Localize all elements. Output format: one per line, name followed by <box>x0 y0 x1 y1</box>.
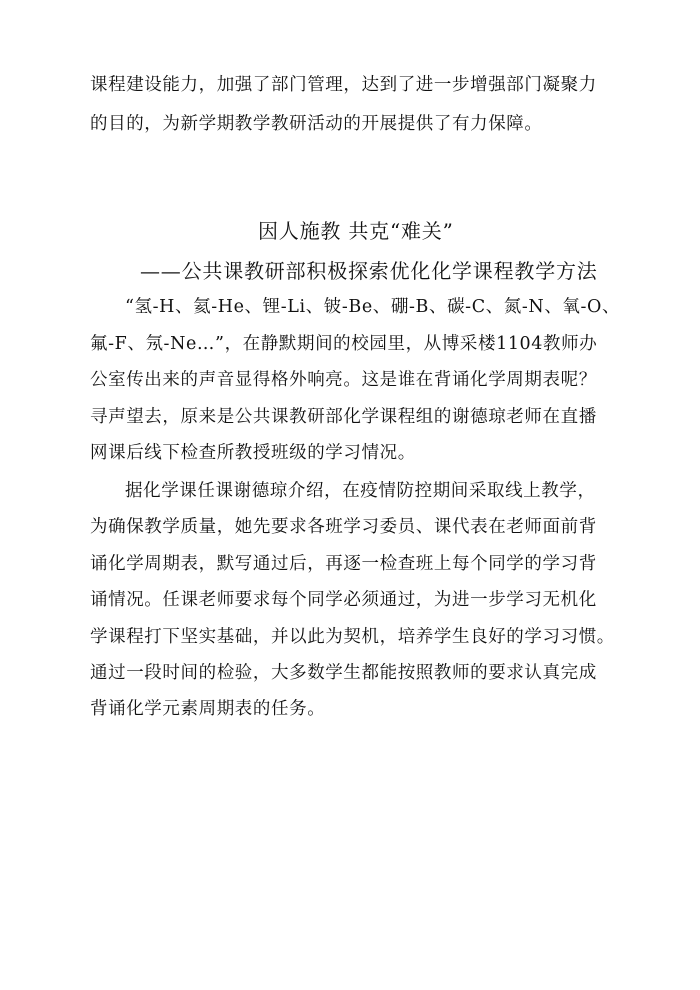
paragraph-2-line-2: 为确保教学质量，她先要求各班学习委员、课代表在老师面前背 <box>90 517 597 537</box>
intro-line-2: 的目的，为新学期教学教研活动的开展提供了有力保障。 <box>90 114 543 134</box>
intro-line-1: 课程建设能力，加强了部门管理，达到了进一步增强部门凝聚力 <box>90 75 597 95</box>
paragraph-2-line-6: 通过一段时间的检验，大多数学生都能按照教师的要求认真完成 <box>90 663 597 683</box>
article-subtitle: ——公共课教研部积极探索优化化学课程教学方法 <box>140 259 598 283</box>
paragraph-2-line-5: 学课程打下坚实基础，并以此为契机，培养学生良好的学习习惯。 <box>90 627 615 647</box>
paragraph-1-line-4: 寻声望去，原来是公共课教研部化学课程组的谢德琼老师在直播 <box>90 407 597 427</box>
paragraph-1-line-5: 网课后线下检查所教授班级的学习情况。 <box>90 443 416 463</box>
article-title: 因人施教 共克“难关” <box>258 219 454 243</box>
paragraph-1-line-1: “氢-H、氦-He、锂-Li、铍-Be、硼-B、碳-C、氮-N、氧-O、 <box>125 297 621 317</box>
paragraph-2-line-1: 据化学课任课谢德琼介绍，在疫情防控期间采取线上教学， <box>125 481 596 501</box>
paragraph-1-line-2: 氟-F、氖-Ne…”，在静默期间的校园里，从博采楼1104教师办 <box>90 334 598 354</box>
paragraph-1-line-3: 公室传出来的声音显得格外响亮。这是谁在背诵化学周期表呢？ <box>90 370 597 390</box>
paragraph-2-line-3: 诵化学周期表，默写通过后，再逐一检查班上每个同学的学习背 <box>90 554 597 574</box>
paragraph-2-line-4: 诵情况。任课老师要求每个同学必须通过，为进一步学习无机化 <box>90 590 597 610</box>
paragraph-2-line-7: 背诵化学元素周期表的任务。 <box>90 699 326 719</box>
